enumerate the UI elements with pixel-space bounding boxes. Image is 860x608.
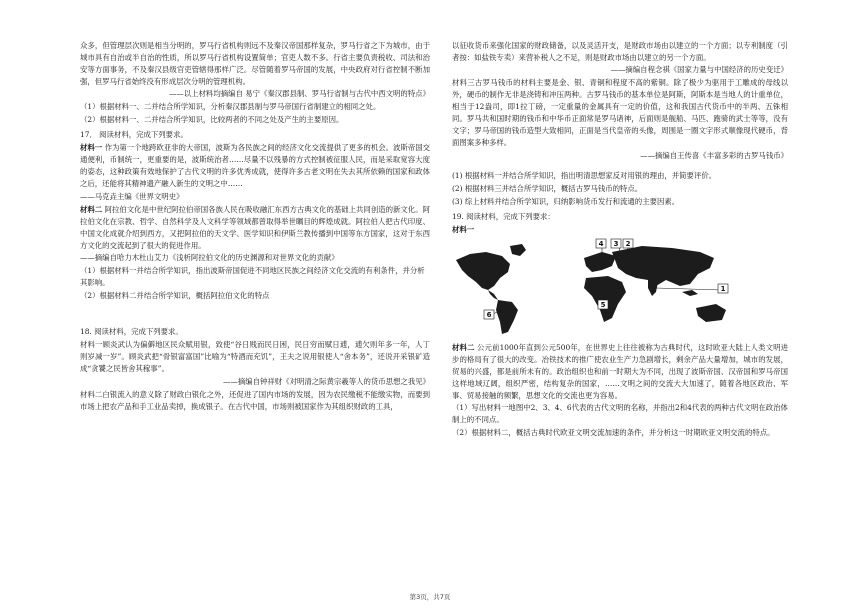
page-footer: 第3页，共7页: [409, 593, 451, 601]
citation: ——摘编自哈力木杜山艾力《浅析阿拉伯文化的历史渊源和对世界文化的贡献》: [80, 253, 339, 263]
question-item: （1）写出材料一地图中2、3、4、6代表的古代文明的名称，并指出2和4代表的两种古代文明在政治体制上的不同点。: [452, 403, 788, 425]
africa-landmass: [584, 276, 626, 322]
material-label: 材料一: [80, 143, 103, 153]
question-number: 19.: [452, 211, 464, 221]
material-label: 材料二: [80, 204, 103, 214]
question-item: (1) 根据材料一并结合所学知识，指出明清思想家反对用银的理由，并简要评价。: [452, 170, 717, 180]
world-map: [452, 238, 788, 338]
map-label-1: 1: [720, 284, 726, 293]
citation: ——摘编自程念祺《国家力量与中国经济的历史变迁》: [610, 65, 788, 75]
citation: ——马克垚主编《世界文明史》: [80, 191, 184, 201]
question-item: （2）根据材料一、二并结合所学知识，比较两者的不同之处及产生的主要原因。: [80, 115, 344, 125]
europe-landmass: [584, 252, 616, 272]
passage-continuation: 众多，但管理层次则是相当分明的，罗马行省机构则远不及秦汉帝国那样复杂，罗马行省之下为城市，由于城市具有自治或半自治的性质，所以罗马行省机构设置简单；官吏人数不多。行省主要负责税收、司法和治安等方面事务，不及秦汉县级官吏管辖得那样广泛。尽管随着罗马帝国的发展，中央政府对行省控制不断加强，但罗马行省始终没有形成层次分明的管理机构。: [80, 41, 430, 86]
map-label-3: 3: [613, 239, 619, 248]
material-label: 材料二: [452, 342, 475, 352]
question-instruction: 阅读材料，完成下列要求。: [94, 327, 183, 337]
material-text: 公元前1000年直到公元500年，在世界史上往往被称为古典时代，这时欧亚大陆上人类文明进步的格局有了很大的改变。冶铁技术的推广使农业生产力急剧增长，剩余产品大量增加，城市的发展，贸易的兴盛，都是前所未有的。政治组织也和前一时期大为不同，出现了波斯帝国、汉帝国和罗马帝国这样地域辽阔，组织严密，结构复杂的国家，……文明之间的交流大大加速了，随着各地区政治、军事、贸易接触的频繁，思想文化的交流也更为容易。: [452, 342, 788, 400]
spacer: [452, 163, 788, 170]
spacer: [80, 303, 430, 323]
material-text: 作为第一个地跨欧亚非的大帝国，波斯为各民族之间的经济文化交流提供了更多的机会。波斯帝国交通便利，币制统一，更重要的是，波斯统治者……尽量不以残暴的方式控制被征服人民，而是采取宽容大度的姿态，这种政策有效地保护了古代文明的许多优秀成就，使得许多古老文明在失去其所依赖的国家和政体之后，还能将其精神遗产融入新生的文明之中……: [80, 143, 430, 189]
citation: ——摘编自王传喜《丰富多彩的古罗马钱币》: [640, 150, 788, 160]
material-two: 材料二白银流入的意义除了财政白银化之外，还促进了国内市场的发展，因为农民缴税不能缴实物，而要到市场上把农产品和手工业品卖掉，换成银子。在古代中国，市场则被国家作为其组织财政的工具，: [80, 389, 430, 411]
passage-continuation: 以征收货币来强化国家的财政储备，以及灵活开支，是财政市场由以建立的一个方面；以专利制度（引者按：如盐铁专卖）来营补税人之不足，则是财政市场由以建立的另一个方面。: [452, 41, 788, 62]
north-america-landmass: [456, 252, 510, 290]
citation: ——以上材料均摘编自 易宁《秦汉郡县制、罗马行省制与古代中西文明的特点》: [168, 89, 430, 99]
material-two: [80, 204, 430, 252]
question-18-heading: [80, 326, 430, 338]
material-one: [80, 142, 430, 190]
citation: ——摘编自钟祥财《对明清之际黄宗羲等人的货币思想之我见》: [223, 376, 430, 386]
material-label: 材料一: [452, 224, 475, 234]
right-column: [452, 40, 788, 440]
question-item: （2）根据材料二并结合所学知识，概括阿拉伯文化的特点: [80, 291, 270, 301]
question-instruction: 阅读材料，完成下列要求。: [99, 130, 188, 140]
question-instruction: 阅读材料，完成下列要求：: [466, 211, 555, 221]
material-three: 材料三古罗马钱币的材料主要是金、银、青铜和程度不高的紫铜。除了极少为驱用于工雕成的母线以外，硬币的制作无非是浇铸和冲压两种。古罗马钱币的基本单位是阿斯，阿斯本是当地人的计重单位，相当于12盎司，即1拉丁磅，一定重量的金属具有一定的价值，这和我国古代货币中的半两、五铢相同。罗马共和国时期的钱币和中华币正面常是罗马诸神，后面则是舰船、马匹、跑骑的武士等等，没有文字；罗马帝国的钱币造型大致相同，正面是当代皇帝的头像，周围是一圈文字形式顺像现代硬币，背面图案多种多样。: [452, 78, 788, 148]
question-item: (2) 根据材料三并结合所学知识，概括古罗马钱币的特点。: [452, 183, 643, 193]
south-america-landmass: [496, 300, 518, 334]
question-17-heading: [80, 129, 430, 141]
material-one: 材料一顾炎武认为偏僻地区民众赋用银，致使“谷日贱而民日困，民日穷而赋日逋，逋欠则年多一年，人丁则岁减一岁”。顾炎武把“骨银富富国”比喻为“特酒而充饥”，王夫之说用银使人“舍本务”，还说开采银矿造成“贪饕之民皆舍其稼事”。: [80, 340, 430, 374]
question-item: （2）根据材料二，概括古典时代欧亚文明交流加速的条件，并分析这一时期欧亚文明交流的特点。: [452, 428, 775, 438]
question-number: 17．: [80, 130, 97, 140]
material-two: [452, 342, 788, 402]
map-label-4: 4: [598, 239, 604, 248]
question-item: (3) 综上材料并结合所学知识，归纳影响货币发行和流通的主要因素。: [452, 196, 680, 206]
question-item: （1）根据材料一并结合所学知识，指出波斯帝国促进不同地区民族之间经济文化交流的有利条件，并分析其影响。: [80, 266, 425, 288]
se-asia-islands: [682, 290, 698, 296]
question-item: （1）根据材料一、二并结合所学知识，分析秦汉郡县制与罗马帝国行省制建立的相同之处。: [80, 102, 381, 112]
map-label-6: 6: [486, 310, 492, 319]
left-column: [80, 40, 430, 413]
greenland-landmass: [510, 244, 526, 256]
australia-landmass: [696, 304, 726, 322]
central-america-landmass: [488, 290, 498, 300]
question-19-heading: [452, 211, 788, 223]
world-map-figure: [452, 238, 788, 338]
material-text: 阿拉伯文化是中世纪阿拉伯帝国各族人民在吸收融汇东西方古典文化的基础上共同创造的新文化。阿拉伯文化在宗教、哲学、自然科学及人文科学等领域都曾取得举世瞩目的辉煌成就。阿拉伯人把古代印度、中国文化成就介绍到西方，又把阿拉伯的天文学、医学知识和伊斯兰教传播到中国等东方国家，这对于东西方文化的交流起到了很大的促进作用。: [80, 204, 430, 250]
map-label-2: 2: [625, 239, 631, 248]
map-label-5: 5: [600, 300, 606, 309]
question-number: 18.: [80, 327, 92, 337]
